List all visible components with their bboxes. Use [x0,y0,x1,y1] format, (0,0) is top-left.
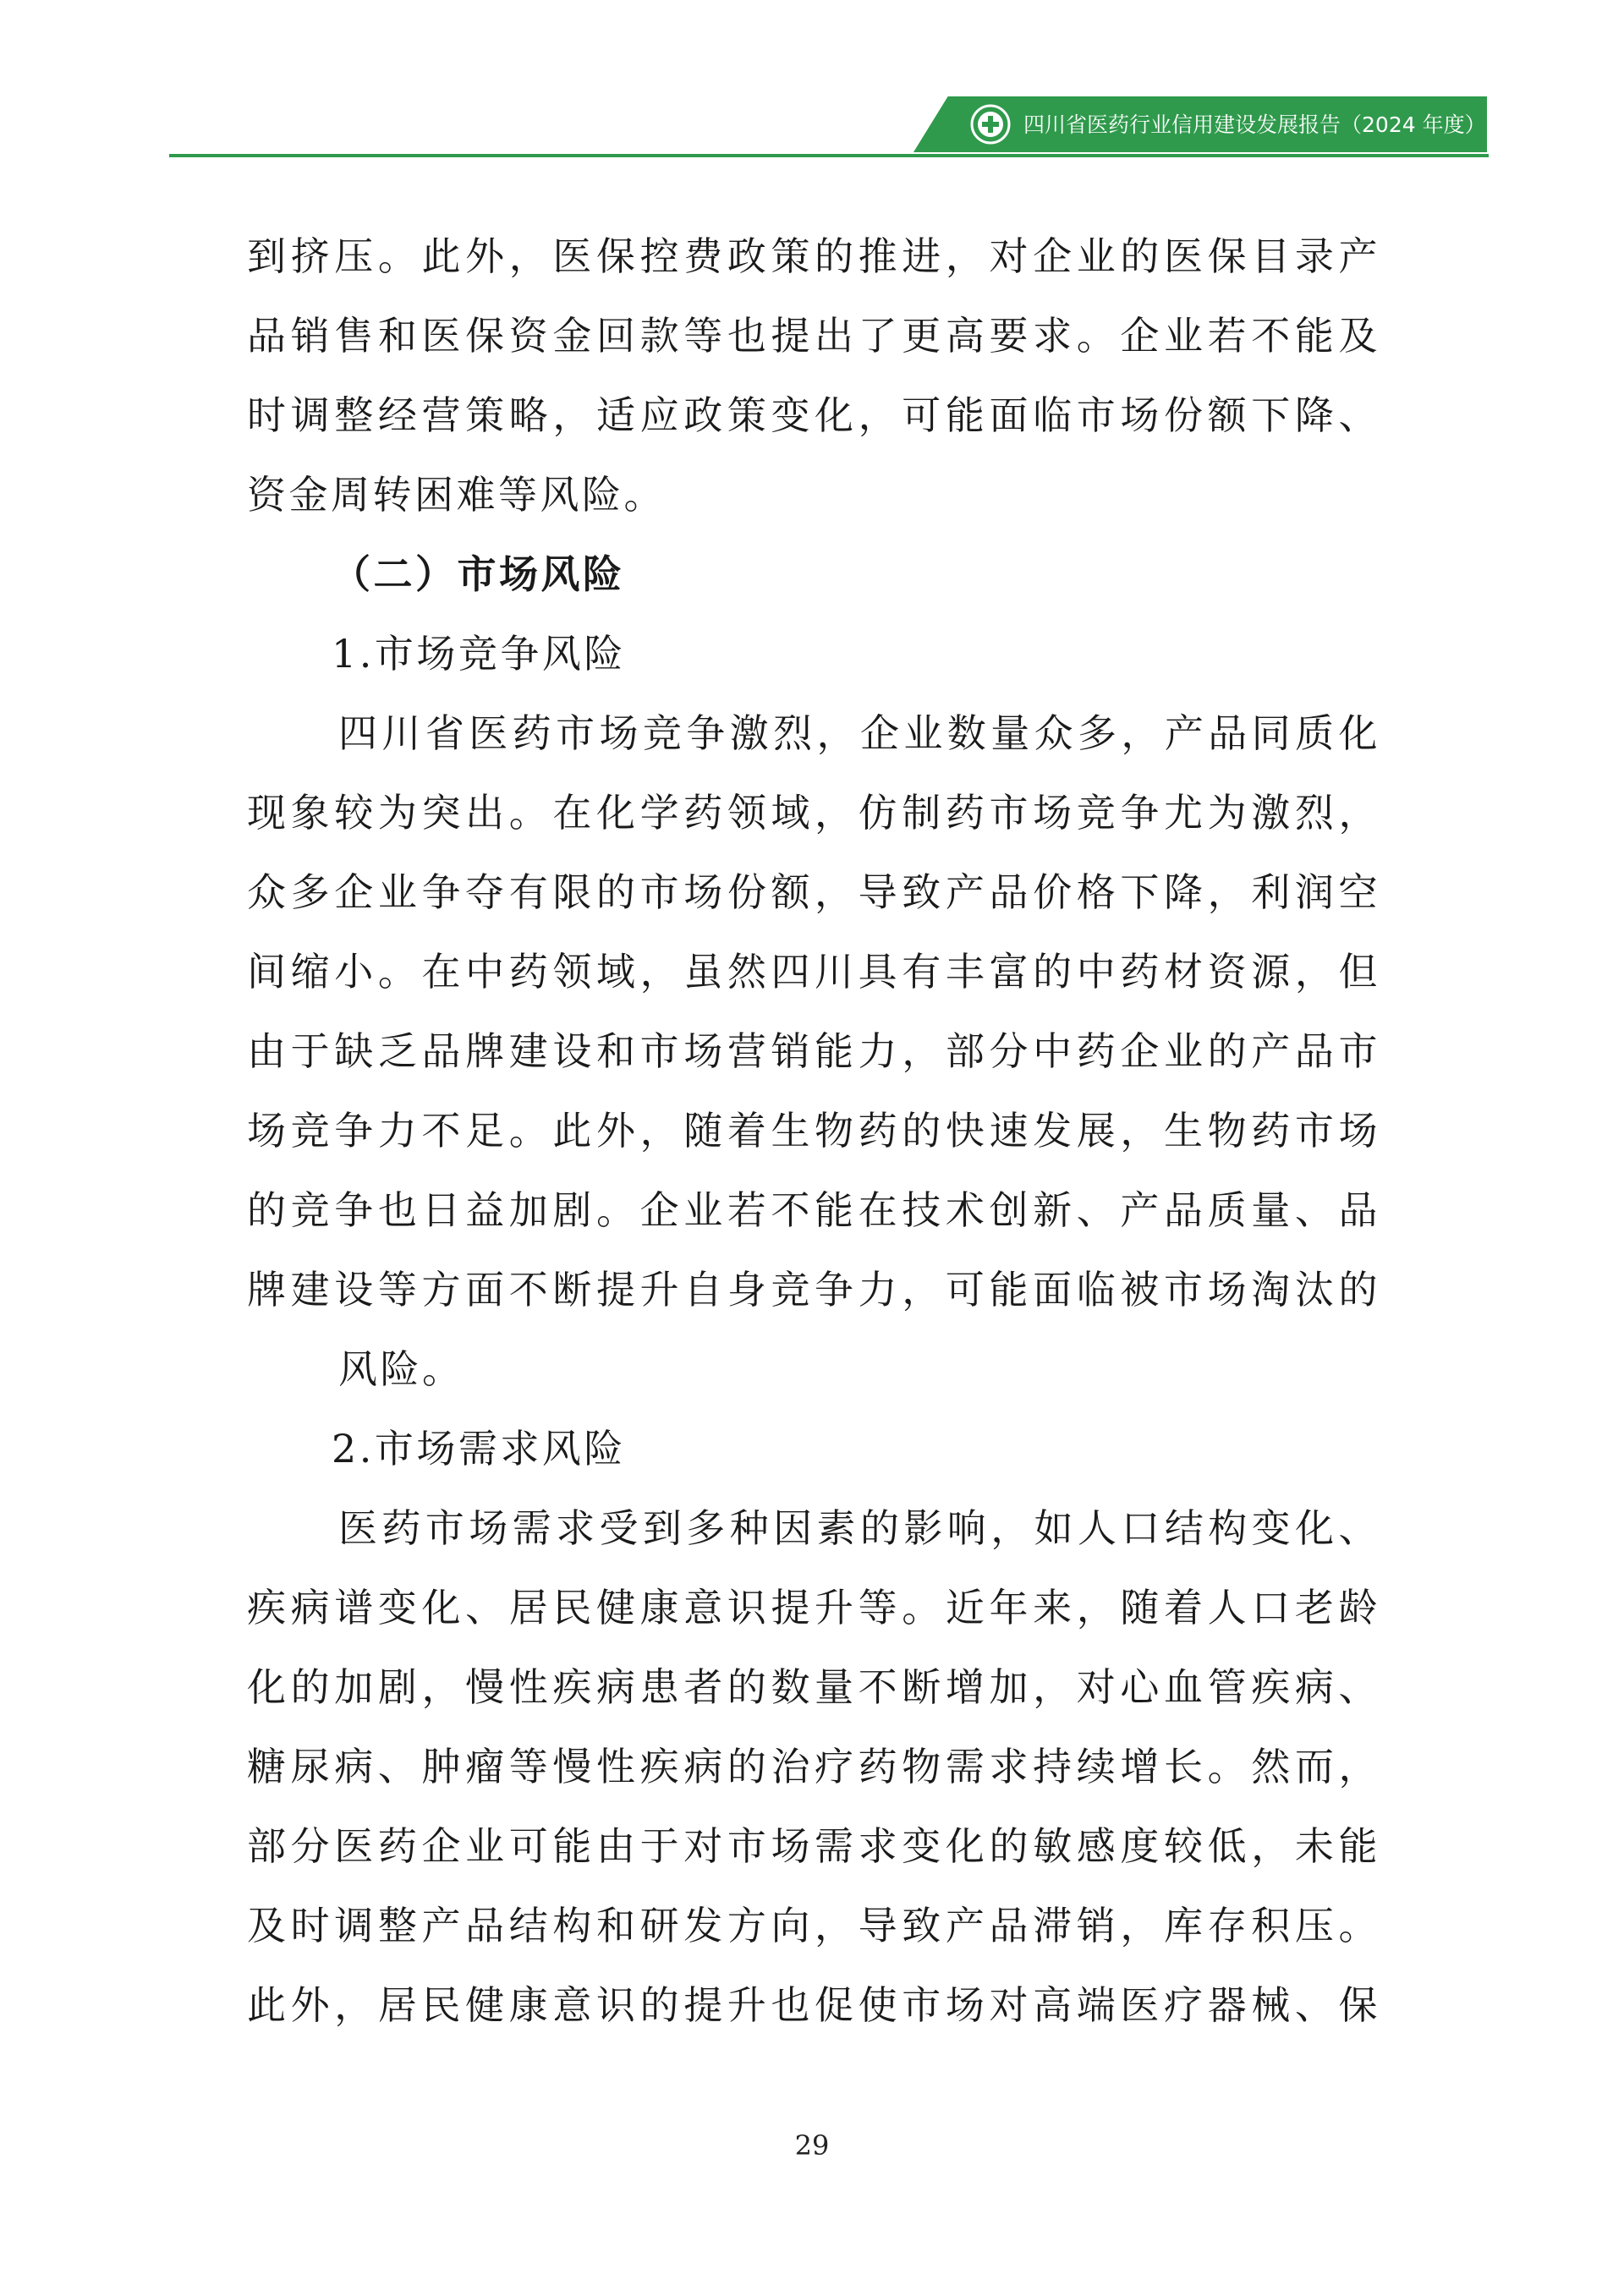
text-line: 品销售和医保资金回款等也提出了更高要求。企业若不能及 [247,313,1380,359]
text-line: 间缩小。在中药领域，虽然四川具有丰富的中药材资源，但 [247,949,1380,995]
paragraph-market-demand [247,1488,1380,2045]
text-line: 由于缺乏品牌建设和市场营销能力，部分中药企业的产品市 [247,1028,1380,1074]
text-line: 部分医药企业可能由于对市场需求变化的敏感度较低，未能 [247,1823,1380,1869]
document-body [247,216,1380,2045]
text-line: 此外，居民健康意识的提升也促使市场对高端医疗器械、保 [247,1982,1380,2028]
text-line: 疾病谱变化、居民健康意识提升等。近年来，随着人口老龄 [247,1585,1380,1630]
page-number: 29 [794,2129,830,2162]
section-heading: （二）市场风险 [332,551,625,597]
subsection-heading-competition: 1.市场竞争风险 [332,631,626,677]
text-line: 四川省医药市场竞争激烈，企业数量众多，产品同质化 [338,710,1380,756]
text-line: 众多企业争夺有限的市场份额，导致产品价格下降，利润空 [247,869,1380,915]
text-line: 化的加剧，慢性疾病患者的数量不断增加，对心血管疾病、 [247,1664,1380,1710]
text-line: 糖尿病、肿瘤等慢性疾病的治疗药物需求持续增长。然而， [247,1744,1380,1789]
text-line: 时调整经营策略，适应政策变化，可能面临市场份额下降、 [247,392,1380,438]
paragraph-policy-continuation [247,216,1380,534]
header-title: 四川省医药行业信用建设发展报告（2024 年度） [1023,112,1486,137]
text-line: 现象较为突出。在化学药领域，仿制药市场竞争尤为激烈， [247,790,1380,836]
text-line: 牌建设等方面不断提升自身竞争力，可能面临被市场淘汰的 [247,1267,1380,1312]
text-line: 医药市场需求受到多种因素的影响，如人口结构变化、 [338,1505,1380,1551]
text-line: 资金周转困难等风险。 [247,472,666,518]
text-line: 场竞争力不足。此外，随着生物药的快速发展，生物药市场 [247,1108,1380,1153]
text-line: 风险。 [338,1346,464,1392]
text-line: 及时调整产品结构和研发方向，导致产品滞销，库存积压。 [247,1903,1380,1948]
pharmacy-cross-logo-icon [969,103,1012,145]
text-line: 的竞争也日益加剧。企业若不能在技术创新、产品质量、品 [247,1187,1380,1233]
text-line: 到挤压。此外，医保控费政策的推进，对企业的医保目录产 [247,233,1380,279]
header-divider [169,154,1489,157]
paragraph-market-competition [247,693,1380,1409]
subsection-heading-demand: 2.市场需求风险 [332,1426,626,1471]
